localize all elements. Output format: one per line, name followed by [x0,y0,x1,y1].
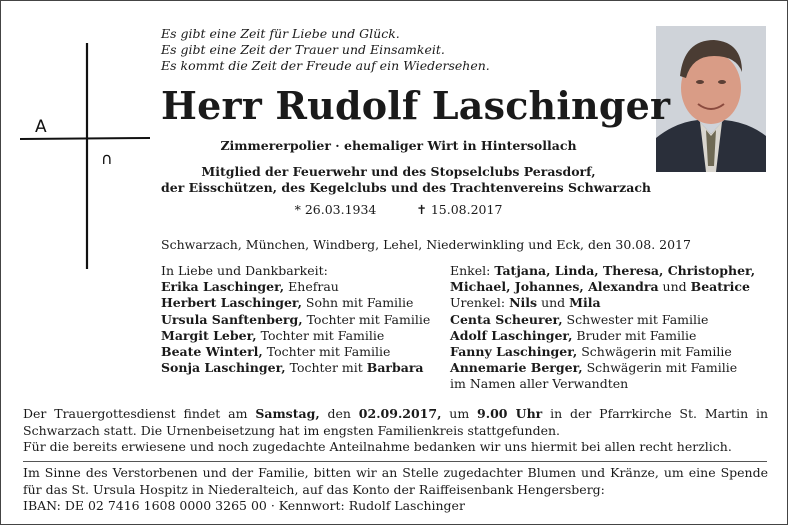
mourner-entry [161,312,430,328]
mourner-name: Annemarie Berger, [450,360,583,376]
service-date: 02.09.2017, [358,406,442,421]
poem [161,26,490,74]
poem-line: Es kommt die Zeit der Freude auf ein Wiedersehen. [161,58,490,73]
relatives-closing: im Namen aller Verwandten [450,376,629,392]
mourner-relation: Schwägerin mit Familie [577,344,732,360]
bank-details: IBAN: DE 02 7416 1608 0000 3265 00 · Kennwort: Rudolf Laschinger [23,498,465,513]
mourner-entry [450,344,755,360]
cross-symbol [15,41,155,271]
mourner-entry [161,279,430,295]
grandchildren-line [450,279,755,295]
grandchildren-line [450,263,755,279]
poem-line: Es gibt eine Zeit der Trauer und Einsamkeit. [161,42,445,57]
birth-date: * 26.03.1934 [294,202,377,217]
thanks-line: Für die bereits erwiesene und noch zugedachte Anteilnahme bedanken wir uns hiermit bei allen recht herzlich. [23,439,732,454]
poem-line: Es gibt eine Zeit für Liebe und Glück. [161,26,400,41]
mourner-entry [161,360,430,376]
service-day: Samstag, [255,406,320,421]
conjunction: und [537,295,570,311]
grandchildren-label: Enkel: [450,263,495,278]
mourner-entry [161,295,430,311]
cross-horizontal-beam [20,138,150,139]
club-membership-line: der Eisschützen, des Kegelclubs und des Trachtenvereins Schwarzach [161,180,652,195]
mourner-relation: Tochter mit Familie [302,311,431,327]
service-text: in der Pfarrkirche St. Martin in [542,406,769,421]
occupation: Zimmererpolier · ehemaliger Wirt in Hintersollach [220,138,577,153]
great-grandchild-name: Mila [569,295,601,311]
great-grandchild-name: Nils [509,295,538,311]
mourner-name: Beate Winterl, [161,344,263,360]
mourner-entry [161,328,430,344]
mourners-left-column [161,263,430,376]
grandchildren-names: Michael, Johannes, Alexandra [450,279,659,295]
mourner-relation: Schwester mit Familie [562,311,709,327]
mourner-entry [450,328,755,344]
service-line: Schwarzach statt. Die Urnenbeisetzung hat im engsten Familienkreis stattgefunden. [23,422,561,438]
mourner-name: Adolf Laschinger, [450,327,573,343]
mourner-relation: Tochter mit Familie [256,327,385,343]
life-dates [161,202,636,217]
donation-line: für das St. Ursula Hospitz in Niederalteich, auf das Konto der Raiffeisenbank Hengersberg: [23,481,605,497]
portrait-image [656,26,766,172]
place-and-date: Schwarzach, München, Windberg, Lehel, Niederwinkling und Eck, den 30.08. 2017 [161,237,691,252]
mourner-entry [450,360,755,376]
service-line [23,406,768,423]
omega-symbol: ∩ [101,149,113,168]
death-date: ✝ 15.08.2017 [416,202,503,217]
conjunction: und [658,279,691,295]
mourner-relation: Ehefrau [284,279,339,295]
mourners-right-column [450,263,755,393]
mourner-relation: Tochter mit [285,360,367,376]
grandchildren-names: Tatjana, Linda, Theresa, Christopher, [494,263,756,278]
service-text: um [441,406,478,421]
mourner-name: Erika Laschinger, [161,279,285,295]
club-membership-line: Mitglied der Feuerwehr und des Stopselclubs Perasdorf, [201,164,596,179]
donation-line: Im Sinne des Verstorbenen und der Familie, bitten wir an Stelle zugedachter Blumen und Kränze, um eine Spende [23,465,768,480]
funeral-service-info [23,406,768,456]
great-grandchildren-label: Urenkel: [450,295,510,311]
mourner-name: Fanny Laschinger, [450,344,578,360]
mourner-name: Margit Leber, [161,327,257,343]
mourner-name: Barbara [366,360,424,376]
service-text: den [319,406,359,421]
portrait-photo [656,26,766,172]
mourner-name: Ursula Sanftenberg, [161,311,303,327]
mourner-name: Sonja Laschinger, [161,360,286,376]
great-grandchildren-line [450,295,755,311]
mourner-relation: Schwägerin mit Familie [582,360,738,376]
service-text: Der Trauergottesdienst findet am [23,406,256,421]
mourner-name: Herbert Laschinger, [161,295,302,311]
mourner-entry [450,312,755,328]
deceased-name: Herr Rudolf Laschinger [161,83,671,128]
divider [23,461,767,462]
donation-info [23,465,768,515]
mourner-relation: Tochter mit Familie [262,344,391,360]
alpha-symbol: A [35,117,47,137]
mourner-relation: Sohn mit Familie [301,295,414,311]
grandchildren-names: Beatrice [690,279,750,295]
mourner-relation: Bruder mit Familie [572,327,697,343]
service-time: 9.00 Uhr [477,406,543,421]
mourner-name: Centa Scheurer, [450,311,563,327]
mourner-entry [161,344,430,360]
mourners-intro: In Liebe und Dankbarkeit: [161,263,328,278]
